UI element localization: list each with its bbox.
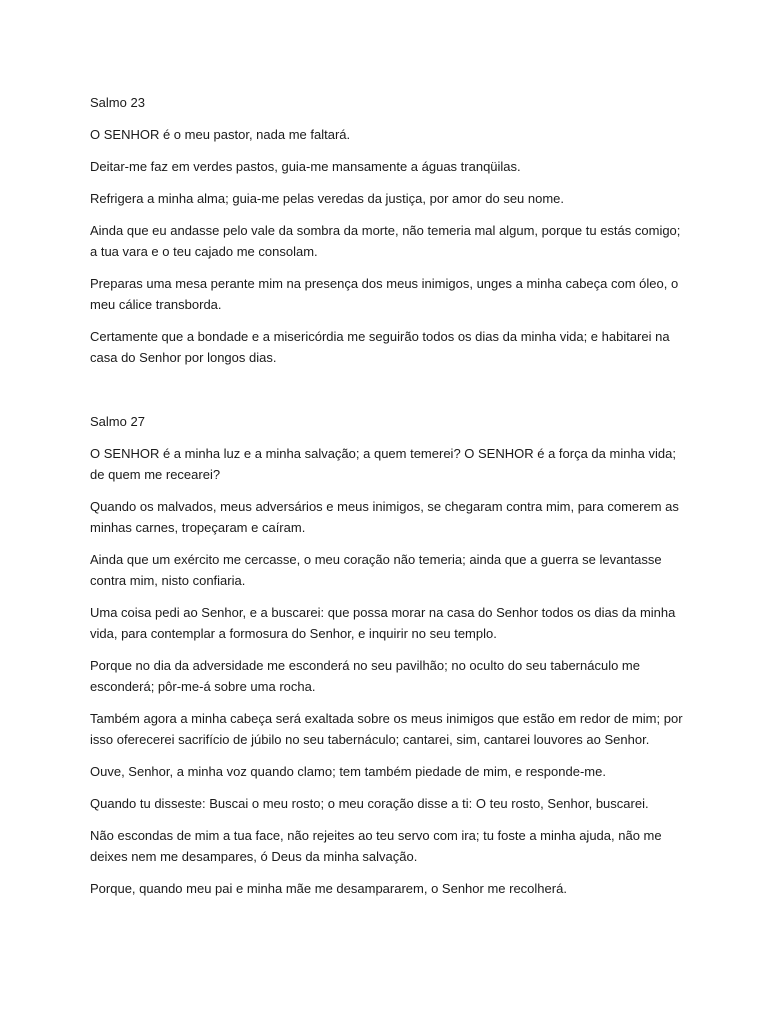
verse-paragraph: Ouve, Senhor, a minha voz quando clamo; tem também piedade de mim, e responde-me. [90,764,606,779]
section-salmo-27 [90,411,690,899]
verse-paragraph: Porque, quando meu pai e minha mãe me desampararem, o Senhor me recolherá. [90,881,567,896]
section-spacer [90,379,690,411]
verse-paragraph: Quando tu disseste: Buscai o meu rosto; o meu coração disse a ti: O teu rosto, Senhor, buscarei. [90,796,649,811]
verse-paragraph: O SENHOR é o meu pastor, nada me faltará. [90,127,351,142]
verse-paragraph: Uma coisa pedi ao Senhor, e a buscarei: que possa morar na casa do Senhor todos os dias da minha vida, para contemplar a formosura do Senhor, e inquirir no seu templo. [90,605,676,641]
document-page [90,92,690,910]
section-title: Salmo 23 [90,95,145,110]
verse-paragraph: Também agora a minha cabeça será exaltada sobre os meus inimigos que estão em redor de mim; por isso oferecerei sacrifício de júbilo no seu tabernáculo; cantarei, sim, cantarei louvores ao Senhor. [90,711,683,747]
verse-paragraph: Refrigera a minha alma; guia-me pelas veredas da justiça, por amor do seu nome. [90,191,565,206]
verse-paragraph: Ainda que eu andasse pelo vale da sombra da morte, não temeria mal algum, porque tu estás comigo; a tua vara e o teu cajado me consolam. [90,223,681,259]
section-title: Salmo 27 [90,414,145,429]
verse-paragraph: Ainda que um exército me cercasse, o meu coração não temeria; ainda que a guerra se levantasse contra mim, nisto confiaria. [90,552,662,588]
verse-paragraph: O SENHOR é a minha luz e a minha salvação; a quem temerei? O SENHOR é a força da minha vida; de quem me recearei? [90,446,676,482]
verse-paragraph: Quando os malvados, meus adversários e meus inimigos, se chegaram contra mim, para comerem as minhas carnes, tropeçaram e caíram. [90,499,679,535]
verse-paragraph: Deitar-me faz em verdes pastos, guia-me mansamente a águas tranqüilas. [90,159,521,174]
verse-paragraph: Porque no dia da adversidade me esconderá no seu pavilhão; no oculto do seu tabernáculo me esconderá; pôr-me-á sobre uma rocha. [90,658,640,694]
verse-paragraph: Preparas uma mesa perante mim na presença dos meus inimigos, unges a minha cabeça com óleo, o meu cálice transborda. [90,276,679,312]
verse-paragraph: Certamente que a bondade e a misericórdia me seguirão todos os dias da minha vida; e habitarei na casa do Senhor por longos dias. [90,329,670,365]
section-salmo-23 [90,92,690,368]
verse-paragraph: Não escondas de mim a tua face, não rejeites ao teu servo com ira; tu foste a minha ajuda, não me deixes nem me desampares, ó Deus da minha salvação. [90,828,662,864]
